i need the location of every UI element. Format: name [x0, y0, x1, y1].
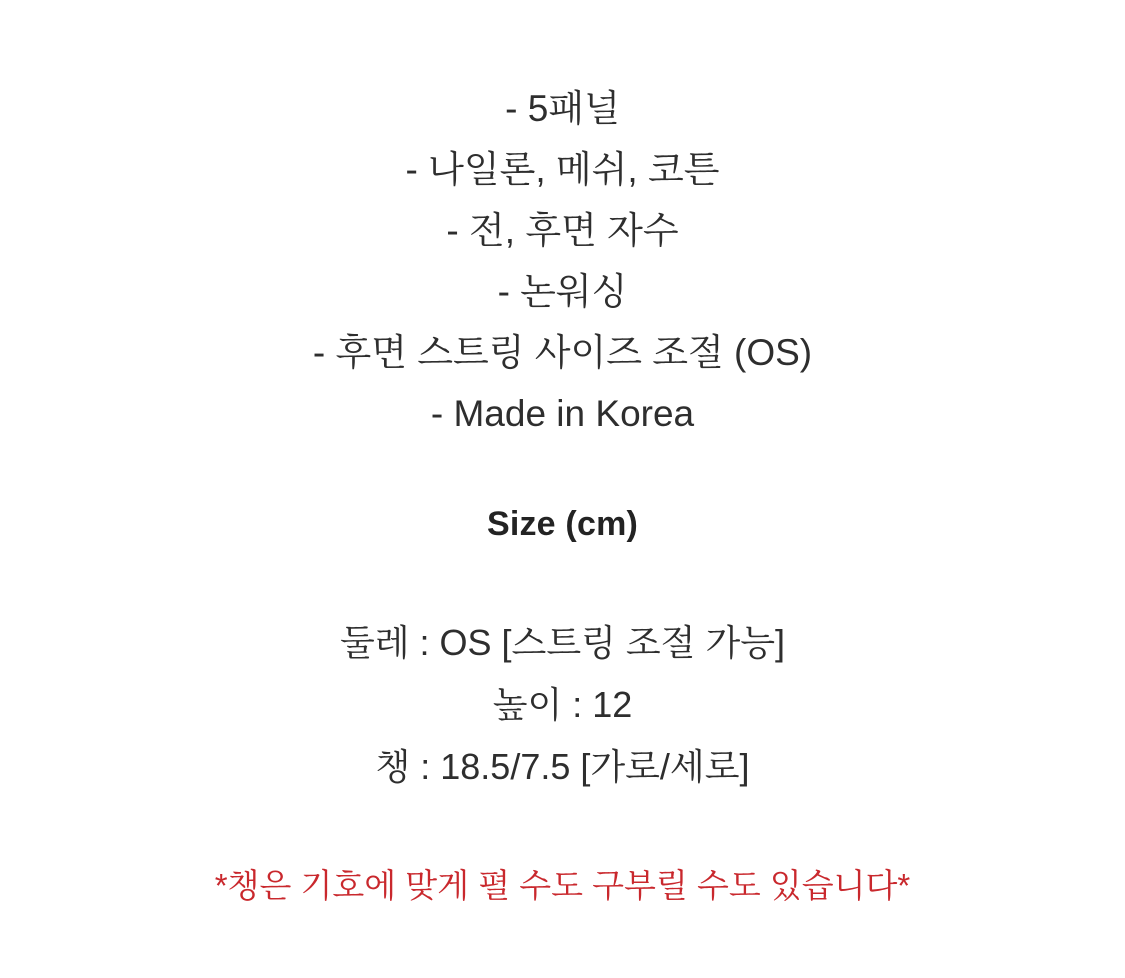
spec-line-string-adjust: - 후면 스트링 사이즈 조절 (OS)	[312, 332, 813, 373]
spec-line-made-in: - Made in Korea	[430, 393, 695, 434]
size-list	[0, 612, 1125, 798]
size-line-circumference: 둘레 : OS [스트링 조절 가능]	[339, 622, 785, 663]
spec-line-panel: - 5패널	[505, 88, 620, 129]
spec-line-embroidery: - 전, 후면 자수	[446, 210, 679, 251]
size-line-brim: 챙 : 18.5/7.5 [가로/세로]	[375, 746, 750, 787]
size-line-height: 높이 : 12	[492, 684, 633, 725]
size-heading: Size (cm)	[486, 505, 639, 543]
note-text: *챙은 기호에 맞게 펼 수도 구부릴 수도 있습니다*	[214, 867, 911, 904]
spec-line-material: - 나일론, 메쉬, 코튼	[405, 149, 720, 190]
spec-line-nonwashing: - 논워싱	[497, 271, 628, 312]
spec-list	[0, 78, 1125, 444]
